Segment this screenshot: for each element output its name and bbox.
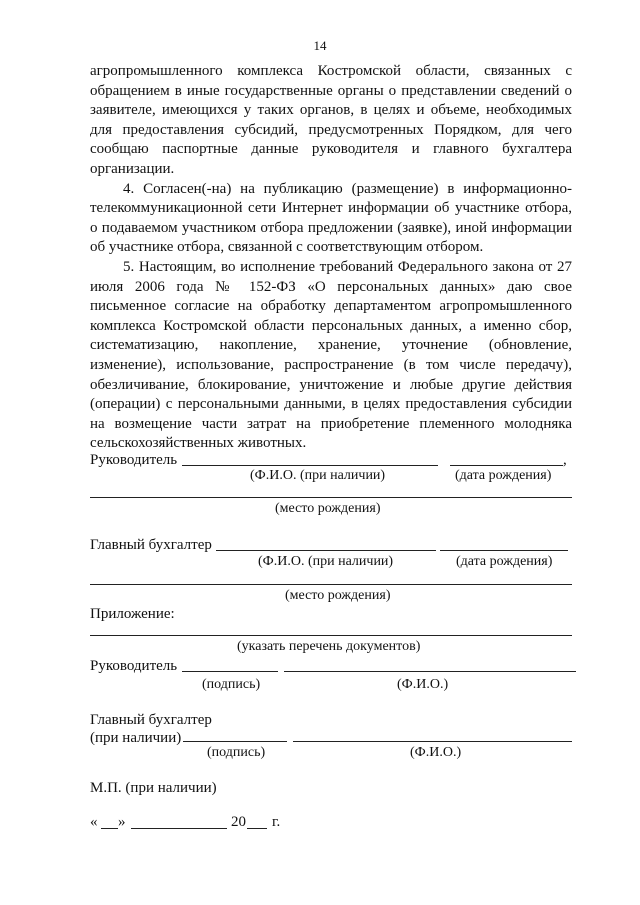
accountant-sign-label: Главный бухгалтер xyxy=(90,712,212,728)
head-sign-fio-line[interactable] xyxy=(284,671,576,672)
accountant-sign-fio-line[interactable] xyxy=(293,741,572,742)
accountant-sign-fio-hint: (Ф.И.О.) xyxy=(410,745,462,760)
head-birthdate-line[interactable] xyxy=(450,465,563,466)
paragraph-4: 4. Согласен(-на) на публикацию (размещение) в информационно-телекоммуникационной сети Интернет информации об участнике отбора, о подаваемом участником отбора предложении (заявке), иной информации об участнике отбора, связанной с соответствующим отбором. xyxy=(90,180,572,256)
accountant-signature-hint: (подпись) xyxy=(207,745,266,760)
head-signature-line[interactable] xyxy=(182,671,278,672)
consent-text xyxy=(90,62,572,454)
attachment-line[interactable] xyxy=(90,635,572,636)
accountant-signature-line[interactable] xyxy=(183,741,287,742)
stamp-label: М.П. (при наличии) xyxy=(90,780,217,796)
date-open-quote: « xyxy=(90,814,98,830)
accountant-sign-note: (при наличии) xyxy=(90,730,182,746)
date-close-quote: » xyxy=(118,814,126,830)
head-birthdate-hint: (дата рождения) xyxy=(455,468,552,483)
accountant-fio-line[interactable] xyxy=(216,550,436,551)
accountant-fio-hint: (Ф.И.О. (при наличии) xyxy=(258,554,394,569)
head-sign-fio-hint: (Ф.И.О.) xyxy=(397,677,449,692)
head-fio-line[interactable] xyxy=(182,465,438,466)
accountant-birthdate-hint: (дата рождения) xyxy=(456,554,553,569)
head-sign-label: Руководитель xyxy=(90,658,178,674)
accountant-birthplace-line[interactable] xyxy=(90,584,572,585)
head-label: Руководитель xyxy=(90,452,178,468)
head-birthplace-line[interactable] xyxy=(90,497,572,498)
head-birthplace-hint: (место рождения) xyxy=(275,501,381,516)
accountant-label: Главный бухгалтер xyxy=(90,537,212,553)
attachment-label: Приложение: xyxy=(90,606,175,622)
date-year-prefix: 20 xyxy=(231,814,246,830)
head-comma: , xyxy=(563,452,567,468)
date-day-line[interactable] xyxy=(101,828,118,829)
paragraph-5: 5. Настоящим, во исполнение требований Федерального закона от 27 июля 2006 года № 152-ФЗ «О персональных данных» даю свое письменное согласие на обработку департаментом агропромышленного комплекса Костромской области персональных данных, а именно сбор, систематизацию, накопление, хранение, уточнение (обновление, изменение), использование, распространение (в том числе передачу), обезличивание, блокирование, уничтожение и любые другие действия (операции) с персональными данными, в целях предоставления субсидии на возмещение части затрат на приобретение племенного молодняка сельскохозяйственных животных. xyxy=(90,258,572,452)
date-year-line[interactable] xyxy=(247,828,267,829)
accountant-birthplace-hint: (место рождения) xyxy=(285,588,391,603)
accountant-birthdate-line[interactable] xyxy=(440,550,568,551)
date-year-suffix: г. xyxy=(272,814,281,830)
attachment-hint: (указать перечень документов) xyxy=(237,639,421,654)
head-fio-hint: (Ф.И.О. (при наличии) xyxy=(250,468,386,483)
paragraph-continuation: агропромышленного комплекса Костромской области, связанных с обращением в иные государственные органы о представлении сведений о заявителе, имеющихся у таких органов, в целях и объеме, необходимых для предоставления субсидий, предусмотренных Порядком, для чего сообщаю паспортные данные руководителя и главного бухгалтера организации. xyxy=(90,63,572,177)
date-month-line[interactable] xyxy=(131,828,227,829)
page-number: 14 xyxy=(313,38,327,53)
head-signature-hint: (подпись) xyxy=(202,677,261,692)
